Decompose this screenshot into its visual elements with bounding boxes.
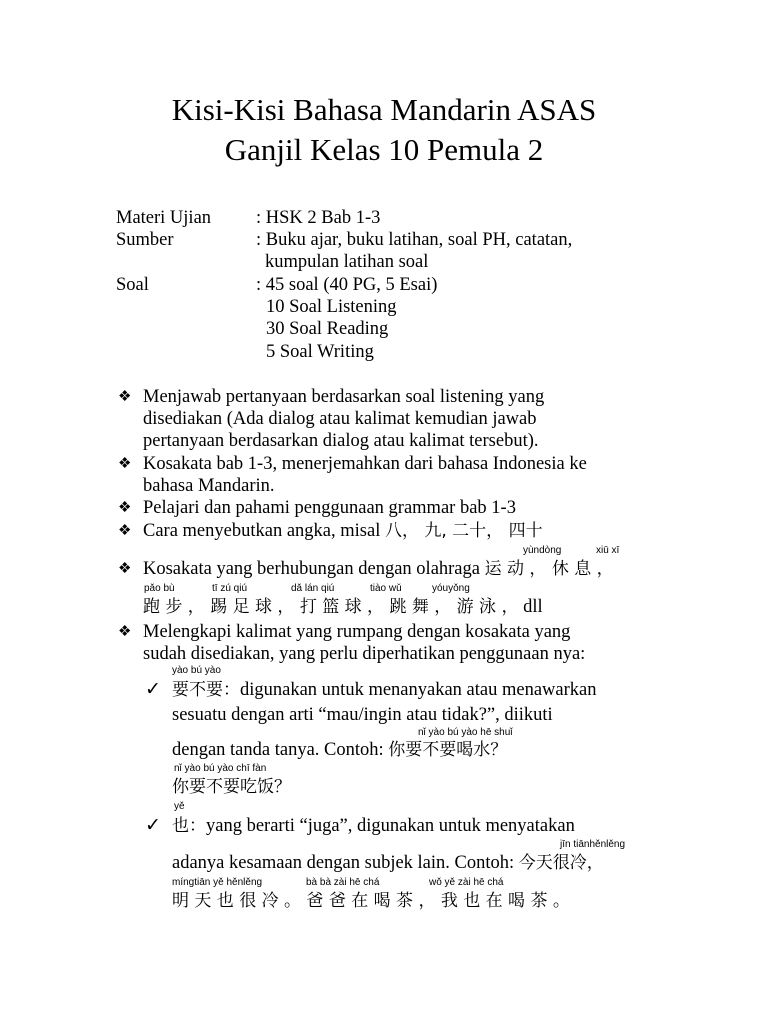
bullet-3-line-1: Pelajari dan pahami penggunaan grammar bab 1-3 — [143, 498, 516, 518]
pinyin-dalanqiu: dǎ lán qiú — [291, 583, 335, 594]
bullet-5-sports-cn: 跑 步 ， 踢 足 球 ， 打 篮 球 ， 跳 舞 ， 游 泳 ， — [143, 597, 519, 617]
bullet-1-line-3: pertanyaan berdasarkan dialog atau kalimat tersebut). — [143, 431, 539, 451]
pinyin-tiaowu: tiào wǔ — [370, 583, 402, 594]
check-1-head-cn: 要不要： — [172, 680, 240, 700]
check-2-examples-cn: 明 天 也 很 冷 。 爸 爸 在 喝 茶 ， 我 也 在 喝 茶 。 — [172, 891, 570, 911]
checkmark-icon: ✓ — [145, 815, 161, 836]
pinyin-xiuxi: xiū xī — [596, 545, 620, 556]
meta-value: : Buku ajar, buku latihan, soal PH, catatan, — [256, 230, 573, 250]
meta-label: Sumber — [116, 230, 174, 250]
pinyin-jintianhenleng: jīn tiānhěnlěng — [560, 839, 626, 850]
check-1-text-3: dengan tanda tanya. Contoh: — [172, 740, 389, 760]
pinyin-mingtian: míngtiān yě hěnlěng — [172, 877, 263, 888]
title-line-1: Kisi-Kisi Bahasa Mandarin ASAS — [171, 92, 597, 127]
pinyin-tizuqiu: tī zú qiú — [212, 583, 248, 594]
check-2-text: yang berarti “juga”, digunakan untuk menyatakan — [206, 816, 575, 836]
check-1-example-1-cn: 你要不要喝水？ — [388, 740, 508, 760]
pinyin-babazaihecha: bà bà zài hē chá — [306, 877, 380, 888]
diamond-bullet-icon: ❖ — [118, 561, 132, 577]
check-2-example-1-cn: 今天很冷， — [518, 853, 604, 873]
bullet-5-text: Kosakata yang berhubungan dengan olahraga — [143, 559, 485, 579]
pinyin-woyezaihecha: wǒ yě zài hē chá — [429, 877, 504, 888]
bullet-6-line-2: sudah disediakan, yang perlu diperhatikan penggunaan nya: — [143, 644, 586, 664]
meta-value: 30 Soal Reading — [266, 319, 389, 339]
diamond-bullet-icon: ❖ — [118, 624, 132, 640]
meta-label: Soal — [116, 275, 149, 295]
meta-value: 10 Soal Listening — [266, 297, 397, 317]
check-2-example-row — [172, 890, 570, 912]
bullet-4-numbers-cn: 八， 九, 二十， 四十 — [384, 521, 543, 541]
diamond-bullet-icon: ❖ — [118, 389, 132, 405]
bullet-4-line-1 — [143, 520, 543, 542]
meta-value: : 45 soal (40 PG, 5 Esai) — [256, 275, 438, 295]
bullet-5-line-2 — [143, 596, 543, 618]
bullet-5-cn: 运 动 ， 休 息 ， — [484, 559, 614, 579]
check-1-line-3 — [172, 739, 507, 761]
check-1-example-2 — [172, 776, 291, 798]
checkmark-icon: ✓ — [145, 679, 161, 700]
bullet-6-line-1: Melengkapi kalimat yang rumpang dengan kosakata yang — [143, 622, 571, 642]
check-2-line-1 — [172, 815, 575, 837]
bullet-1-line-1: Menjawab pertanyaan berdasarkan soal listening yang — [143, 387, 545, 407]
pinyin-yundong: yùndòng — [523, 545, 562, 556]
meta-value: : HSK 2 Bab 1-3 — [256, 208, 381, 228]
check-2-text-2: adanya kesamaan dengan subjek lain. Contoh: — [172, 853, 519, 873]
bullet-2-line-1: Kosakata bab 1-3, menerjemahkan dari bahasa Indonesia ke — [143, 454, 587, 474]
check-2-head-cn: 也： — [172, 816, 206, 836]
meta-value: 5 Soal Writing — [266, 342, 374, 362]
check-1-text: digunakan untuk menanyakan atau menawarkan — [240, 680, 597, 700]
bullet-5-line-1 — [143, 558, 614, 580]
pinyin-youyong: yóuyǒng — [432, 583, 470, 594]
check-1-line-2: sesuatu dengan arti “mau/ingin atau tidak?”, diikuti — [172, 705, 553, 725]
diamond-bullet-icon: ❖ — [118, 500, 132, 516]
title-line-2: Ganjil Kelas 10 Pemula 2 — [224, 132, 544, 167]
check-2-line-2 — [172, 852, 604, 874]
pinyin-example-2: nǐ yào bú yào chī fàn — [174, 763, 267, 774]
bullet-4-text: Cara menyebutkan angka, misal — [143, 521, 385, 541]
meta-value: kumpulan latihan soal — [265, 252, 429, 272]
bullet-5-dll: dll — [518, 597, 543, 617]
diamond-bullet-icon: ❖ — [118, 523, 132, 539]
check-1-line-1 — [172, 679, 597, 701]
pinyin-example-1: nǐ yào bú yào hē shuǐ — [418, 727, 513, 738]
diamond-bullet-icon: ❖ — [118, 456, 132, 472]
pinyin-paobu: pǎo bù — [144, 583, 175, 594]
pinyin-ye: yě — [174, 801, 185, 812]
bullet-2-line-2: bahasa Mandarin. — [143, 476, 275, 496]
bullet-1-line-2: disediakan (Ada dialog atau kalimat kemudian jawab — [143, 409, 537, 429]
meta-label: Materi Ujian — [116, 208, 212, 228]
check-1-example-2-cn: 你要不要吃饭？ — [172, 777, 291, 797]
pinyin-yaobuyao: yào bú yào — [172, 665, 221, 676]
